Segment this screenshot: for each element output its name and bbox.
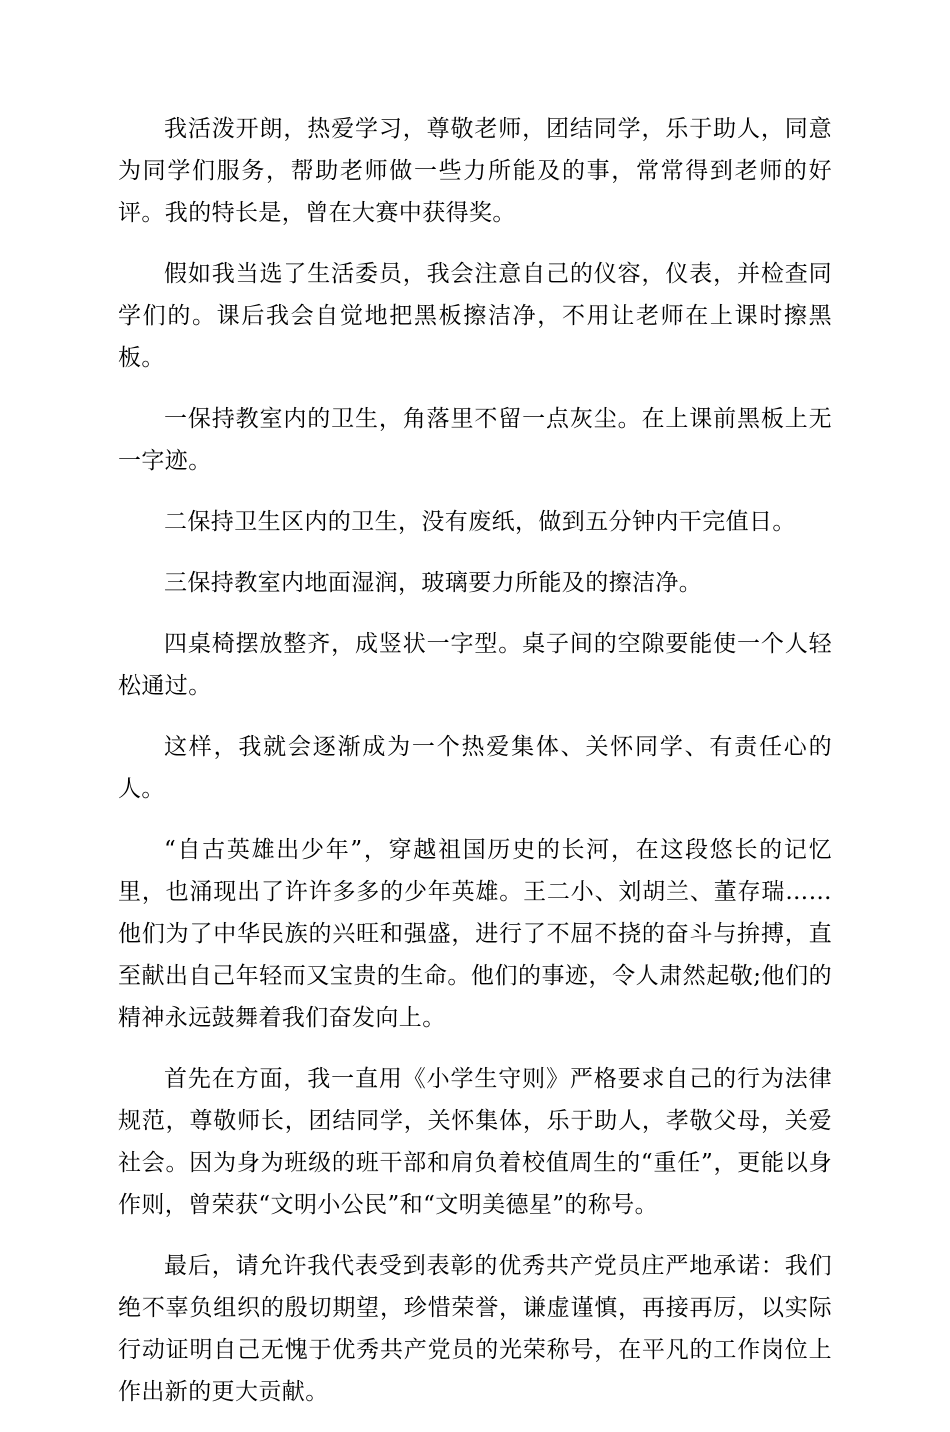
paragraph-item-three: 三保持教室内地面湿润，玻璃要力所能及的擦洁净。: [164, 570, 703, 596]
paragraph-young-heroes: “自古英雄出少年”，穿越祖国历史的长河，在这段悠长的记忆里，也涌现出了许许多多的少年英雄。王二小、刘胡兰、董存瑞……他们为了中华民族的兴旺和强盛，进行了不屈不挠的奋斗与拚搏，直至献出自己年轻而又宝贵的生命。他们的事迹，令人肃然起敬;他们的精神永远鼓舞着我们奋发向上。: [118, 837, 832, 1031]
paragraph-item-two: 二保持卫生区内的卫生，没有废纸，做到五分钟内干完值日。: [164, 509, 796, 535]
paragraph-item-four: 四桌椅摆放整齐，成竖状一字型。桌子间的空隙要能使一个人轻松通过。: [118, 631, 832, 699]
paragraph-self-introduction: 我活泼开朗，热爱学习，尊敬老师，团结同学，乐于助人，同意为同学们服务，帮助老师做一些力所能及的事，常常得到老师的好评。我的特长是，曾在大赛中获得奖。: [118, 116, 832, 226]
paragraph-conclusion: 这样，我就会逐渐成为一个热爱集体、关怀同学、有责任心的人。: [118, 734, 832, 802]
paragraph-item-one: 一保持教室内的卫生，角落里不留一点灰尘。在上课前黑板上无一字迹。: [118, 406, 832, 474]
paragraph-final-pledge: 最后，请允许我代表受到表彰的优秀共产党员庄严地承诺：我们绝不辜负组织的殷切期望，珍惜荣誉，谦虚谨慎，再接再厉，以实际行动证明自己无愧于优秀共产党员的光荣称号，在平凡的工作岗位上作出新的更大贡献。: [118, 1253, 832, 1405]
paragraph-life-committee-pledge: 假如我当选了生活委员，我会注意自己的仪容，仪表，并检查同学们的。课后我会自觉地把黑板擦洁净，不用让老师在上课时擦黑板。: [118, 261, 832, 371]
paragraph-student-rules: 首先在方面，我一直用《小学生守则》严格要求自己的行为法律规范，尊敬师长，团结同学，关怀集体，乐于助人，孝敬父母，关爱社会。因为身为班级的班干部和肩负着校值周生的“重任”，更能以身作则，曾荣获“文明小公民”和“文明美德星”的称号。: [118, 1066, 832, 1218]
document-body: [118, 108, 832, 1432]
